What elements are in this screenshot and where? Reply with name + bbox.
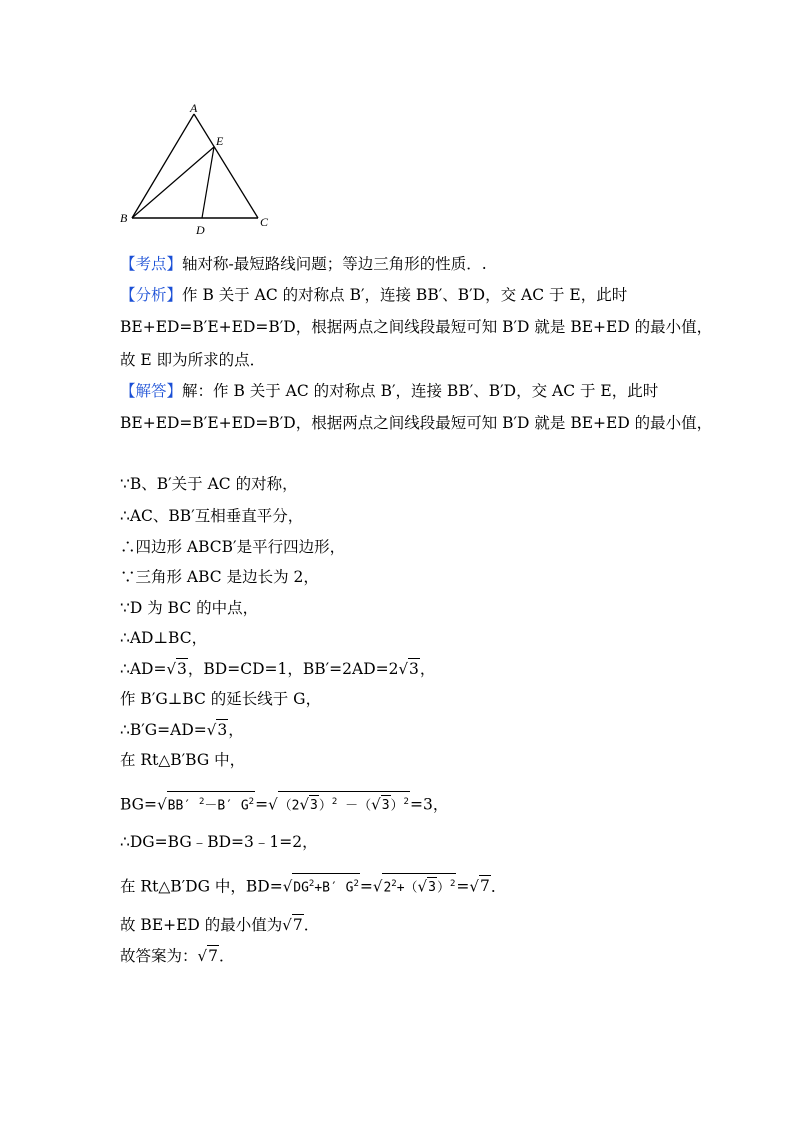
fenxi-line-3: 故 E 即为所求的点． — [120, 351, 266, 369]
sqrt-icon: √ — [157, 795, 167, 814]
step-11-e: 2 — [248, 797, 255, 807]
step-13-i: +（ — [396, 880, 418, 896]
label-c: C — [260, 215, 269, 229]
step-13-n: 7 — [479, 877, 490, 896]
sqrt-icon: √ — [299, 795, 310, 814]
step-2: ∴AC、BB′互相垂直平分， — [120, 507, 304, 525]
step-13-radicand-1 — [292, 873, 360, 898]
step-11-g: （2 — [278, 798, 300, 814]
sqrt-icon: √ — [371, 795, 381, 814]
step-11-l: 3 — [381, 795, 391, 816]
step-11-d: －B′ G — [204, 798, 249, 814]
sqrt-icon: √ — [206, 721, 217, 739]
step-11-k: －（ — [337, 798, 372, 814]
step-15-c: ． — [218, 947, 235, 965]
step-15 — [120, 945, 234, 966]
step-13-radicand-2 — [382, 873, 456, 898]
step-11-j: 2 — [331, 797, 338, 807]
step-11-radicand-2 — [278, 791, 410, 816]
step-7 — [120, 658, 435, 679]
step-9-a: ∴B′G=AD= — [120, 721, 207, 739]
step-10: 在 Rt△B′BG 中， — [120, 751, 246, 769]
step-13-m: = — [456, 877, 470, 896]
step-11-a: BG= — [120, 795, 158, 814]
step-15-a: 故答案为： — [120, 947, 198, 965]
step-9-c: ， — [228, 721, 244, 739]
step-6: ∴AD⊥BC， — [120, 629, 208, 647]
step-13-b: DG — [293, 880, 309, 896]
step-14 — [120, 914, 319, 935]
step-12: ∴DG=BG﹣BD=3﹣1=2， — [120, 833, 318, 851]
step-9 — [120, 719, 244, 740]
fenxi-line-1 — [120, 285, 627, 305]
step-14-a: 故 BE+ED 的最小值为 — [120, 916, 283, 934]
label-d: D — [196, 223, 205, 237]
sqrt-icon: √ — [469, 877, 479, 896]
segment-be — [132, 147, 214, 218]
jieda-line-2: BE+ED=B′E+ED=B′D，根据两点之间线段最短可知 B′D 就是 BE+ED 的最小值， — [120, 414, 713, 432]
step-11-c: 2 — [198, 797, 205, 807]
jieda-text-1: 解：作 B 关于 AC 的对称点 B′，连接 BB′、B′D，交 AC 于 E，此时 — [182, 382, 659, 400]
step-11-i: ） — [318, 798, 332, 814]
jieda-line-1 — [120, 381, 658, 401]
step-13-a: 在 Rt△B′DG 中，BD= — [120, 877, 283, 896]
step-15-rad: 7 — [208, 947, 218, 965]
fenxi-text-1: 作 B 关于 AC 的对称点 B′，连接 BB′、B′D，交 AC 于 E，此时 — [182, 286, 628, 304]
step-7-e: ， — [419, 660, 436, 678]
step-13-l: 2 — [449, 879, 456, 889]
step-11-n: 2 — [403, 797, 409, 807]
step-13-f: = — [359, 877, 373, 896]
label-e: E — [216, 134, 224, 148]
step-7-a: ∴AD= — [120, 660, 167, 678]
segment-ed — [202, 147, 214, 218]
step-11-b: BB′ — [167, 798, 199, 814]
sqrt-icon: √ — [282, 877, 293, 896]
step-13-e: 2 — [353, 879, 359, 889]
fenxi-line-2: BE+ED=B′E+ED=B′D，根据两点之间线段最短可知 B′D 就是 BE+ED 的最小值， — [120, 318, 713, 336]
step-7-rad-1: 3 — [177, 660, 187, 678]
label-b: B — [120, 211, 128, 225]
sqrt-icon: √ — [282, 916, 292, 934]
step-4: ∵三角形 ABC 是边长为 2， — [120, 568, 319, 586]
sqrt-icon: √ — [166, 660, 177, 678]
step-8: 作 B′G⊥BC 的延长线于 G， — [120, 690, 322, 708]
step-9-rad: 3 — [217, 721, 228, 739]
step-11-h: 3 — [309, 795, 319, 816]
step-14-c: ． — [303, 916, 320, 934]
step-13-h: 2 — [391, 879, 397, 889]
step-11-radicand-1 — [167, 791, 255, 816]
sqrt-icon: √ — [417, 877, 428, 896]
sqrt-icon: √ — [197, 947, 208, 965]
step-13 — [120, 873, 506, 898]
fenxi-tag: 【分析】 — [120, 286, 183, 304]
step-13-c: 2 — [308, 879, 315, 889]
side-ac — [194, 114, 258, 218]
triangle-figure — [112, 100, 282, 240]
sqrt-icon: √ — [268, 795, 278, 814]
kaodian-text: 轴对称-最短路线问题；等边三角形的性质．. — [182, 255, 487, 273]
step-11-f: = — [255, 795, 269, 814]
step-13-d: +B′ G — [314, 880, 354, 896]
step-13-o: ． — [490, 877, 507, 896]
jieda-tag: 【解答】 — [120, 382, 183, 400]
step-7-c: ，BD=CD=1，BB′=2AD=2 — [187, 660, 399, 678]
step-13-g: 2 — [383, 880, 392, 896]
kaodian-tag: 【考点】 — [120, 255, 183, 273]
step-11-o: =3， — [409, 795, 449, 814]
step-7-rad-2: 3 — [409, 660, 419, 678]
step-5: ∵D 为 BC 的中点， — [120, 599, 259, 617]
step-14-rad: 7 — [292, 916, 303, 934]
side-ab — [132, 114, 194, 218]
step-3: ∴四边形 ABCB′是平行四边形， — [120, 538, 346, 556]
step-13-k: ） — [436, 880, 450, 896]
sqrt-icon: √ — [372, 877, 383, 896]
step-11 — [120, 791, 448, 816]
step-11-m: ） — [390, 798, 404, 814]
step-13-j: 3 — [427, 877, 437, 898]
sqrt-icon: √ — [398, 660, 409, 678]
step-1: ∵B、B′关于 AC 的对称， — [120, 475, 298, 493]
kaodian-line — [120, 254, 487, 274]
label-a: A — [190, 101, 198, 115]
